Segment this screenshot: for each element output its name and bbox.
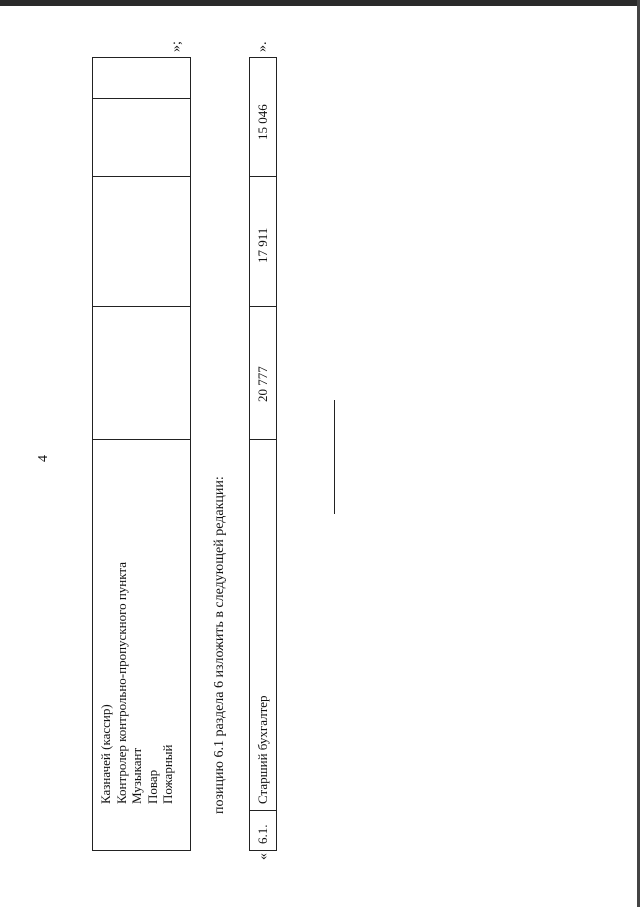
instruction-text: позицию 6.1 раздела 6 изложить в следующей редакции: — [212, 476, 227, 814]
position-item: Музыкант — [129, 747, 144, 804]
table2-open-quote: « — [256, 853, 271, 860]
table1-divider-3 — [92, 176, 191, 177]
table2-divider-2 — [249, 439, 277, 440]
position-item: Повар — [144, 769, 160, 804]
position-item: Пожарный — [160, 744, 175, 804]
table1-divider-1 — [92, 439, 191, 440]
table2-border-left — [249, 850, 277, 851]
table2-closing-mark: ». — [255, 41, 270, 52]
table2-number: 6.1. — [255, 824, 270, 844]
table2-divider-4 — [249, 176, 277, 177]
table2-border-right — [249, 57, 277, 58]
table2-value-3: 15 046 — [255, 104, 270, 140]
positions-cell — [98, 562, 176, 804]
table1-divider-4 — [92, 98, 191, 99]
table1-border-right — [92, 57, 191, 58]
closing-separator-line — [334, 400, 335, 514]
table2-position: Старший бухгалтер — [255, 695, 270, 804]
table1-border-left — [92, 850, 191, 851]
page-number: 4 — [36, 455, 51, 462]
table2-divider-3 — [249, 306, 277, 307]
table1-divider-2 — [92, 306, 191, 307]
table2-value-2: 17 911 — [255, 227, 270, 263]
table2-value-1: 20 777 — [255, 366, 270, 402]
position-item: Казначей (кассир) — [98, 704, 113, 804]
position-item: Контролер контрольно-пропускного пункта — [113, 561, 129, 804]
table1-closing-mark: »; — [169, 41, 184, 52]
table2-divider-1 — [249, 810, 277, 811]
